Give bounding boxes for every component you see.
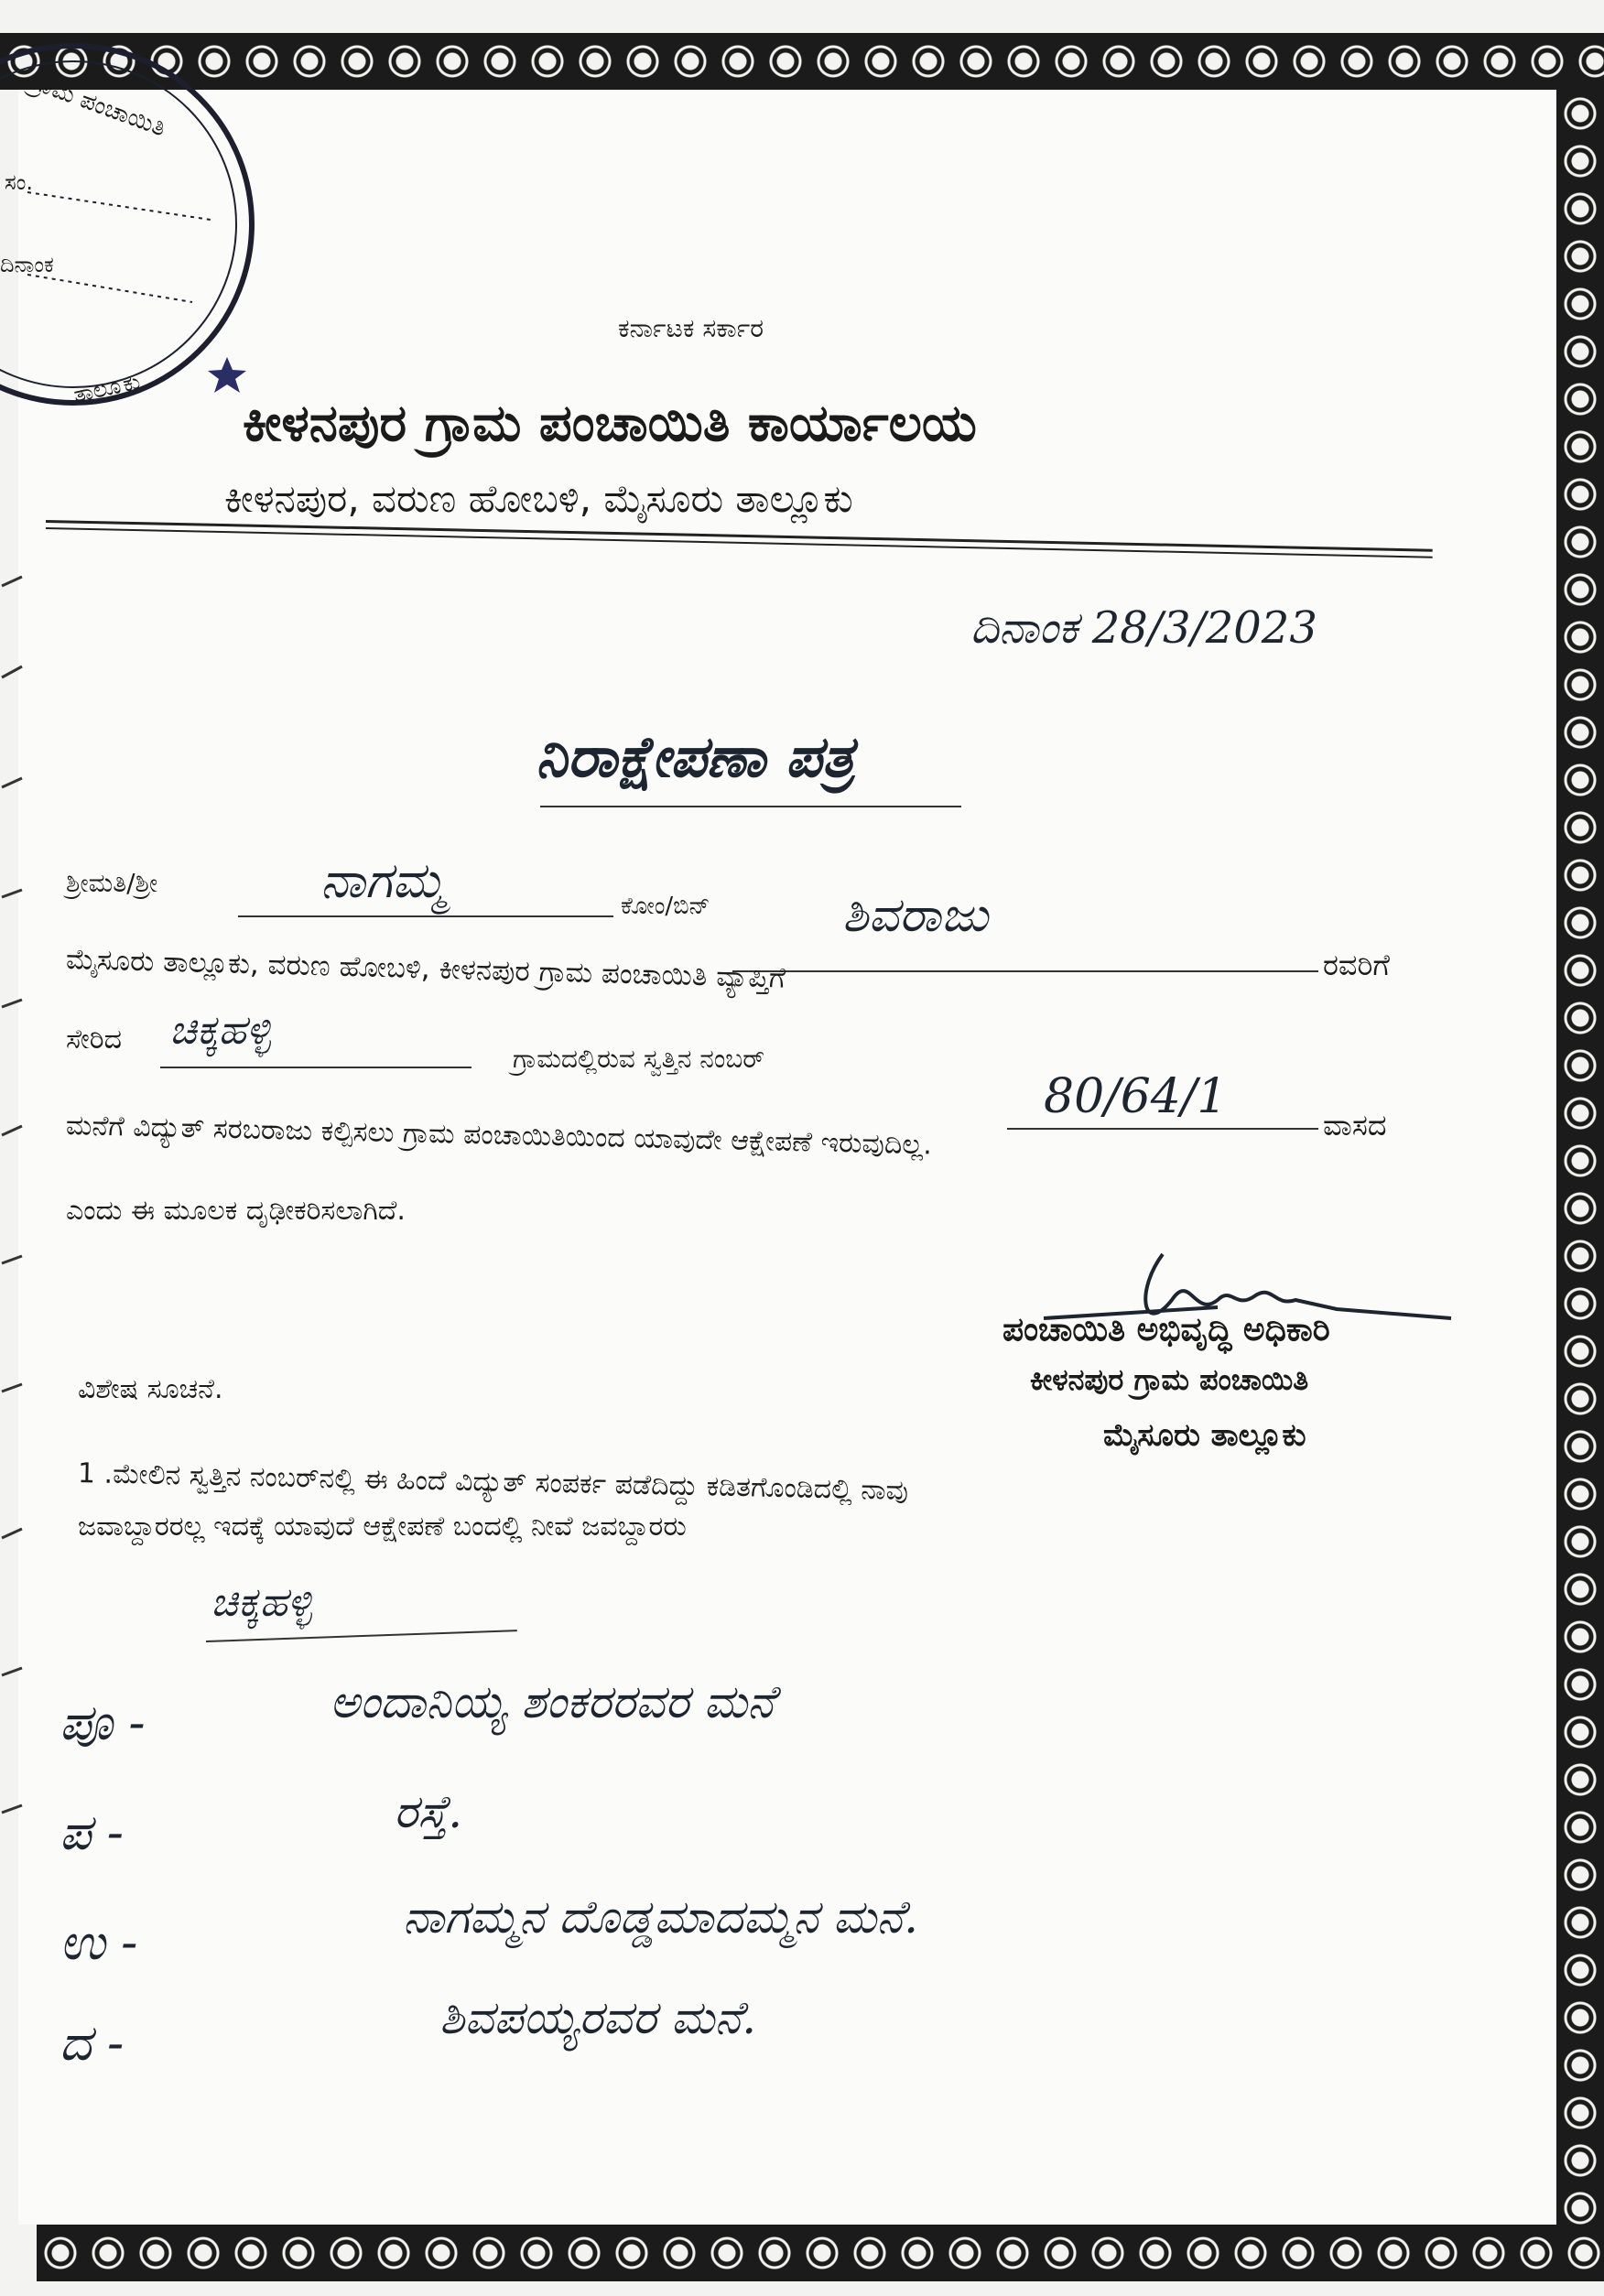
boundary-dir-north: ಉ - — [60, 1913, 138, 1971]
office-address: ಕೀಳನಪುರ, ವರುಣ ಹೋಬಳಿ, ಮೈಸೂರು ತಾಲ್ಲೂಕು — [224, 476, 853, 521]
property-number: 80/64/1 — [1044, 1069, 1228, 1124]
village-name: ಚಿಕ್ಕಹಳ್ಳಿ — [169, 1007, 271, 1054]
note-1-line-1: 1 .ಮೇಲಿನ ಸ್ವತ್ತಿನ ನಂಬರ್‌ನಲ್ಲಿ ಈ ಹಿಂದೆ ವಿದ್ಯುತ್ ಸಂಪರ್ಕ ಪಡೆದಿದ್ದು ಕಡಿತಗೊಂಡಿದಲ್ಲಿ ನಾವು — [77, 1457, 909, 1507]
ravarige-text: ರವರಿಗೆ — [1323, 948, 1390, 982]
relation-underline — [732, 970, 1318, 972]
body-line-2: ಮೈಸೂರು ತಾಲ್ಲೂಕು, ವರುಣ ಹೋಬಳಿ, ಕೀಳನಪುರ ಗ್ರಾಮ ಪಂಚಾಯಿತಿ ವ್ಯಾಪ್ತಿಗೆ — [65, 943, 786, 995]
salutation: ಶ್ರೀಮತಿ/ಶ್ರೀ — [66, 868, 158, 898]
boundary-dir-west: ಪ - — [60, 1803, 125, 1861]
title-underline — [540, 806, 961, 807]
signature-taluk: ಮೈಸೂರು ತಾಲ್ಲೂಕು — [1103, 1417, 1306, 1454]
boundary-east: ಅಂದಾನಿಯ್ಯ ಶಂಕರರವರ ಮನೆ — [330, 1675, 775, 1728]
boundary-north: ನಾಗಮ್ಮನ ದೊಡ್ಡಮಾದಮ್ಮನ ಮನೆ. — [403, 1890, 919, 1944]
left-margin-marks — [0, 549, 27, 2197]
note-1-line-2: ಜವಾಬ್ದಾರರಲ್ಲ ಇದಕ್ಕೆ ಯಾವುದೆ ಆಕ್ಷೇಪಣೆ ಬಂದಲ್ಲಿ ನೀವೆ ಜವಬ್ದಾರರು — [78, 1511, 687, 1543]
document-title: ನಿರಾಕ್ಷೇಪಣಾ ಪತ್ರ — [536, 723, 855, 790]
signature-designation: ಪಂಚಾಯಿತಿ ಅಭಿವೃದ್ಧಿ ಅಧಿಕಾರಿ — [1002, 1311, 1330, 1348]
government-label: ಕರ್ನಾಟಕ ಸರ್ಕಾರ — [618, 313, 764, 343]
seal-line2: ದಿನಾಂಕ — [0, 252, 54, 277]
office-title: ಕೀಳನಪುರ ಗ್ರಾಮ ಪಂಚಾಯಿತಿ ಕಾರ್ಯಾಲಯ — [243, 394, 977, 453]
village-written: ಚಿಕ್ಕಹಳ್ಳಿ — [211, 1579, 312, 1626]
applicant-underline — [238, 915, 613, 917]
notes-heading: ವಿಶೇಷ ಸೂಚನೆ. — [78, 1373, 223, 1405]
body-line-4: ಮನೆಗೆ ವಿದ್ಯುತ್ ಸರಬರಾಜು ಕಲ್ಪಿಸಲು ಗ್ರಾಮ ಪಂಚಾಯಿತಿಯಿಂದ ಯಾವುದೇ ಆಕ್ಷೇಪಣೆ ಇರುವುದಿಲ್ಲ. — [65, 1110, 933, 1162]
decorative-border-bottom — [37, 2225, 1604, 2281]
village-underline — [160, 1067, 471, 1068]
relation-label: ಕೋಂ/ಬಿನ್ — [621, 893, 710, 920]
applicant-name: ನಾಗಮ್ಮ — [320, 851, 446, 909]
seal-bottom-text: ತಾಲ್ಲೂಕು — [70, 368, 143, 408]
relation-name: ಶಿವರಾಜು — [842, 888, 989, 943]
seerida-text: ಸೇರಿದ — [66, 1023, 122, 1056]
vaasada-text: ವಾಸದ — [1323, 1108, 1387, 1143]
body-line-3-mid: ಗ್ರಾಮದಲ್ಲಿರುವ ಸ್ವತ್ತಿನ ನಂಬರ್ — [513, 1044, 765, 1074]
boundary-west: ರಸ್ತೆ. — [394, 1785, 463, 1838]
date: ದಿನಾಂಕ 28/3/2023 — [970, 602, 1317, 654]
boundary-south: ಶಿವಪಯ್ಯರವರ ಮನೆ. — [439, 1991, 757, 2044]
seal-top-text: ಗ್ರಾಮ ಪಂಚಾಯಿತಿ — [27, 68, 169, 143]
office-seal — [0, 37, 302, 430]
signature-office: ಕೀಳನಪುರ ಗ್ರಾಮ ಪಂಚಾಯಿತಿ — [1030, 1362, 1309, 1397]
seal-line1: ಸಂ. — [5, 169, 34, 195]
boundary-dir-east: ಪೂ - — [60, 1694, 146, 1751]
decorative-border-right — [1556, 90, 1604, 2225]
boundary-dir-south: ದ - — [60, 2014, 125, 2072]
body-line-5: ಎಂದು ಈ ಮೂಲಕ ದೃಢೀಕರಿಸಲಾಗಿದೆ. — [66, 1195, 406, 1227]
property-underline — [1007, 1128, 1318, 1130]
